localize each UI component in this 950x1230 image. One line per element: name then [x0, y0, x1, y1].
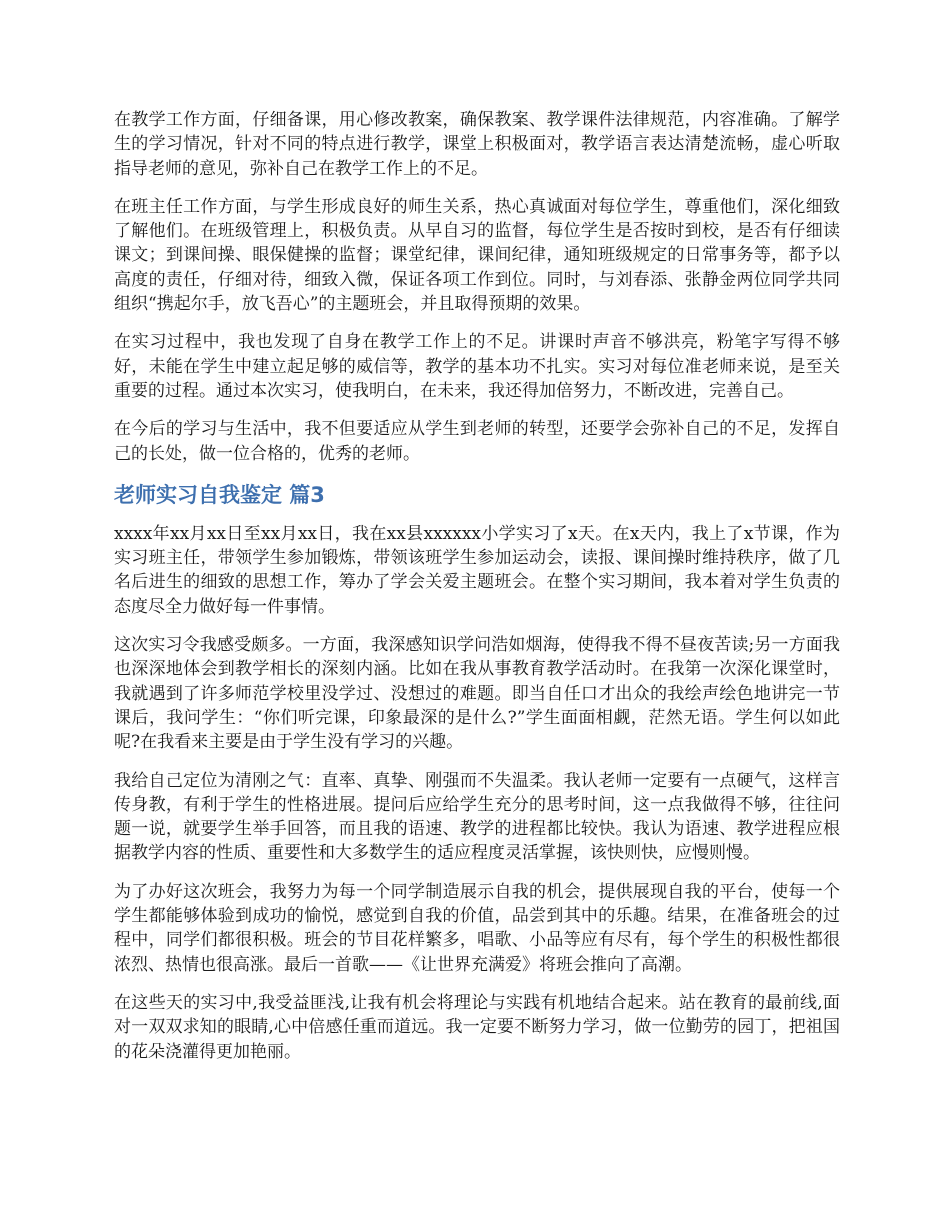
- paragraph-class-meeting: 为了办好这次班会，我努力为每一个同学制造展示自我的机会，提供展现自我的平台，使每一个学生都能够体验到成功的愉悦，感觉到自我的价值，品尝到其中的乐趣。结果，在准备班会的过程中，同学们都很积极。班会的节目花样繁多，唱歌、小品等应有尽有，每个学生的积极性都很浓烈、热情也很高涨。最后一首歌——《让世界充满爱》将班会推向了高潮。: [114, 881, 840, 975]
- paragraph-conclusion: 在这些天的实习中,我受益匪浅,让我有机会将理论与实践有机地结合起来。站在教育的最前线,面对一双双求知的眼睛,心中倍感任重而道远。我一定要不断努力学习，做一位勤劳的园丁，把祖国的花朵浇灌得更加艳丽。: [114, 992, 840, 1062]
- paragraph-future-plans: 在今后的学习与生活中，我不但要适应从学生到老师的转型，还要学会弥补自己的不足，发挥自己的长处，做一位合格的，优秀的老师。: [114, 419, 840, 464]
- paragraph-reflections: 这次实习令我感受颇多。一方面，我深感知识学问浩如烟海，使得我不得不昼夜苦读;另一方面我也深深地体会到教学相长的深刻内涵。比如在我从事教育教学活动时。在我第一次深化课堂时，我就遇到了许多师范学校里没学过、没想过的难题。即当自任口才出众的我绘声绘色地讲完一节课后，我问学生：“你们听完课，印象最深的是什么?”学生面面相觑，茫然无语。学生何以如此呢?在我看来主要是由于学生没有学习的兴趣。: [114, 635, 840, 753]
- document-page: [114, 108, 840, 1078]
- paragraph-internship-summary: xxxx年xx月xx日至xx月xx日，我在xx县xxxxxx小学实习了x天。在x天内，我上了x节课，作为实习班主任，带领学生参加锻炼，带领该班学生参加运动会，读报、课间操时维持秩序，做了几名后进生的细致的思想工作，筹办了学会关爱主题班会。在整个实习期间，我本着对学生负责的态度尽全力做好每一件事情。: [114, 523, 840, 617]
- paragraph-self-positioning: 我给自己定位为清刚之气：直率、真挚、刚强而不失温柔。我认老师一定要有一点硬气，这样言传身教，有利于学生的性格进展。提问后应给学生充分的思考时间，这一点我做得不够，往往问题一说，就要学生举手回答，而且我的语速、教学的进程都比较快。我认为语速、教学进程应根据教学内容的性质、重要性和大多数学生的适应程度灵活掌握，该快则快，应慢则慢。: [114, 770, 840, 864]
- section-heading: 老师实习自我鉴定 篇3: [114, 482, 325, 507]
- paragraph-class-teacher-work: 在班主任工作方面，与学生形成良好的师生关系，热心真诚面对每位学生，尊重他们，深化细致了解他们。在班级管理上，积极负责。从早自习的监督，每位学生是否按时到校，是否有仔细读课文；到课间操、眼保健操的监督；课堂纪律，课间纪律，通知班级规定的日常事务等，都予以高度的责任，仔细对待，细致入微，保证各项工作到位。同时，与刘春添、张静金两位同学共同组织“携起尔手，放飞吾心”的主题班会，并且取得预期的效果。: [114, 196, 840, 315]
- paragraph-teaching-work: 在教学工作方面，仔细备课，用心修改教案，确保教案、教学课件法律规范，内容准确。了解学生的学习情况，针对不同的特点进行教学，课堂上积极面对，教学语言表达清楚流畅，虚心听取指导老师的意见，弥补自己在教学工作上的不足。: [114, 110, 840, 179]
- paragraph-shortcomings: 在实习过程中，我也发现了自身在教学工作上的不足。讲课时声音不够洪亮，粉笔字写得不够好，未能在学生中建立起足够的威信等，教学的基本功不扎实。实习对每位准老师来说，是至关重要的过程。通过本次实习，使我明白，在未来，我还得加倍努力，不断改进，完善自己。: [114, 332, 840, 401]
